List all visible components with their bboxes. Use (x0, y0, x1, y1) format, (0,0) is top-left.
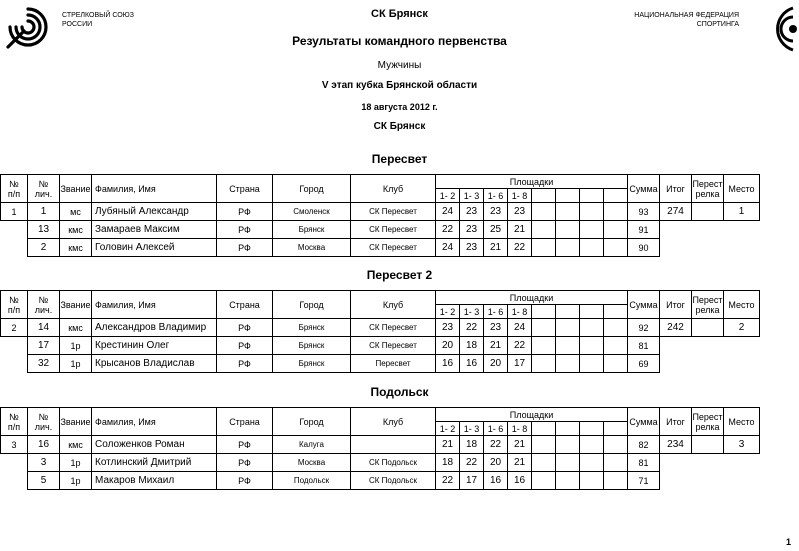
page-subtitle: Результаты командного первенства (292, 34, 507, 48)
site-col-header-empty (556, 189, 580, 203)
site-empty-cell (580, 319, 604, 337)
site-score-cell: 22 (460, 319, 484, 337)
site-empty-cell (556, 203, 580, 221)
col-club-header: Клуб (351, 291, 436, 319)
empty-cell (724, 239, 760, 257)
col-rank-header: Звание (60, 408, 92, 436)
name-cell: Крестинин Олег (92, 337, 217, 355)
empty-cell (724, 454, 760, 472)
org-left-line1: СТРЕЛКОВЫЙ СОЮЗ (62, 12, 134, 19)
sum-cell: 81 (628, 454, 660, 472)
city-cell: Москва (273, 239, 351, 257)
name-cell: Лубяный Александр (92, 203, 217, 221)
site-col-header: 1- 3 (460, 305, 484, 319)
col-sites-header: Площадки (436, 408, 628, 422)
empty-cell (692, 454, 724, 472)
club-cell: СК Пересвет (351, 239, 436, 257)
empty-cell (692, 472, 724, 490)
col-total-header: Итог (660, 408, 692, 436)
site-empty-cell (532, 319, 556, 337)
empty-cell (724, 472, 760, 490)
site-empty-cell (604, 454, 628, 472)
col-club-header: Клуб (351, 408, 436, 436)
city-cell: Брянск (273, 337, 351, 355)
country-cell: РФ (217, 355, 273, 373)
rank-cell: 1р (60, 355, 92, 373)
header-line: лич. (34, 188, 53, 199)
empty-cell (660, 239, 692, 257)
col-club-header: Клуб (351, 175, 436, 203)
club-cell: Пересвет (351, 355, 436, 373)
col-pers-header (28, 175, 60, 203)
site-score-cell: 23 (484, 203, 508, 221)
total-cell: 242 (660, 319, 692, 337)
site-col-header-empty (580, 422, 604, 436)
header-line: лич. (34, 304, 53, 315)
team-num-cell: 2 (1, 319, 28, 337)
site-empty-cell (580, 203, 604, 221)
rank-cell: мс (60, 203, 92, 221)
site-score-cell: 23 (460, 221, 484, 239)
header-line: № (9, 411, 19, 422)
country-cell: РФ (217, 472, 273, 490)
name-cell: Крысанов Владислав (92, 355, 217, 373)
site-score-cell: 17 (460, 472, 484, 490)
name-cell: Головин Алексей (92, 239, 217, 257)
site-score-cell: 22 (436, 472, 460, 490)
pers-num-cell: 5 (28, 472, 60, 490)
header-row (1, 408, 760, 422)
site-col-header: 1- 8 (508, 189, 532, 203)
sum-cell: 93 (628, 203, 660, 221)
country-cell: РФ (217, 436, 273, 454)
site-empty-cell (604, 221, 628, 239)
site-col-header-empty (532, 305, 556, 319)
empty-cell (692, 221, 724, 239)
header-line: Перест (692, 411, 723, 422)
col-num-header (1, 408, 28, 436)
rank-cell: кмс (60, 319, 92, 337)
site-score-cell: 16 (460, 355, 484, 373)
site-empty-cell (556, 355, 580, 373)
table-row (1, 319, 760, 337)
header-row (1, 175, 760, 189)
site-empty-cell (580, 454, 604, 472)
header-line: № (38, 411, 49, 422)
site-col-header-empty (604, 305, 628, 319)
pers-num-cell: 1 (28, 203, 60, 221)
header-line: № (38, 294, 49, 305)
site-score-cell: 18 (436, 454, 460, 472)
sum-cell: 71 (628, 472, 660, 490)
col-transfer-header (692, 175, 724, 203)
col-sites-header: Площадки (436, 291, 628, 305)
site-col-header-empty (604, 189, 628, 203)
sum-cell: 81 (628, 337, 660, 355)
col-name-header: Фамилия, Имя (92, 175, 217, 203)
site-score-cell: 16 (508, 472, 532, 490)
site-empty-cell (604, 203, 628, 221)
site-col-header: 1- 6 (484, 422, 508, 436)
country-cell: РФ (217, 221, 273, 239)
site-score-cell: 21 (436, 436, 460, 454)
sum-cell: 69 (628, 355, 660, 373)
site-col-header: 1- 8 (508, 305, 532, 319)
rank-cell: кмс (60, 436, 92, 454)
org-right-line2: СПОРТИНГА (696, 21, 739, 28)
site-empty-cell (556, 472, 580, 490)
col-pers-header (28, 291, 60, 319)
pers-num-cell: 2 (28, 239, 60, 257)
empty-cell (1, 337, 28, 355)
header-line: лич. (34, 421, 53, 432)
pers-num-cell: 13 (28, 221, 60, 239)
stage-label: V этап кубка Брянской области (321, 80, 478, 91)
header-line: п/п (7, 304, 21, 315)
pers-num-cell: 32 (28, 355, 60, 373)
col-country-header: Страна (217, 175, 273, 203)
site-score-cell: 23 (460, 239, 484, 257)
site-score-cell: 16 (436, 355, 460, 373)
site-empty-cell (604, 319, 628, 337)
col-rank-header: Звание (60, 175, 92, 203)
site-score-cell: 24 (508, 319, 532, 337)
club-cell: СК Подольск (351, 472, 436, 490)
city-cell: Подольск (273, 472, 351, 490)
name-cell: Макаров Михаил (92, 472, 217, 490)
site-col-header: 1- 6 (484, 305, 508, 319)
site-score-cell: 21 (484, 337, 508, 355)
col-city-header: Город (273, 408, 351, 436)
table-row (1, 454, 760, 472)
page-number: 1 (785, 537, 791, 547)
site-empty-cell (532, 203, 556, 221)
rank-cell: кмс (60, 221, 92, 239)
rank-cell: 1р (60, 454, 92, 472)
team-num-cell: 3 (1, 436, 28, 454)
header-line: № (38, 178, 49, 189)
city-cell: Калуга (273, 436, 351, 454)
site-col-header-empty (556, 422, 580, 436)
empty-cell (660, 337, 692, 355)
empty-cell (692, 337, 724, 355)
empty-cell (724, 221, 760, 239)
site-col-header: 1- 2 (436, 189, 460, 203)
country-cell: РФ (217, 239, 273, 257)
rank-cell: 1р (60, 337, 92, 355)
col-num-header (1, 175, 28, 203)
site-empty-cell (532, 337, 556, 355)
site-empty-cell (604, 239, 628, 257)
col-city-header: Город (273, 175, 351, 203)
team-title: Пересвет 2 (366, 268, 433, 282)
header-line: релка (695, 421, 720, 432)
place-cell: 3 (724, 436, 760, 454)
col-pers-header (28, 408, 60, 436)
empty-cell (692, 355, 724, 373)
site-col-header: 1- 2 (436, 305, 460, 319)
site-col-header-empty (580, 189, 604, 203)
team-results-table (0, 407, 760, 490)
name-cell: Соложенков Роман (92, 436, 217, 454)
site-empty-cell (532, 221, 556, 239)
transfer-cell (692, 319, 724, 337)
site-score-cell: 23 (436, 319, 460, 337)
team-num-cell: 1 (1, 203, 28, 221)
site-score-cell: 22 (460, 454, 484, 472)
site-empty-cell (580, 239, 604, 257)
site-score-cell: 22 (436, 221, 460, 239)
site-score-cell: 20 (436, 337, 460, 355)
empty-cell (724, 355, 760, 373)
header-line: п/п (7, 188, 21, 199)
site-empty-cell (604, 436, 628, 454)
site-score-cell: 20 (484, 355, 508, 373)
site-empty-cell (532, 239, 556, 257)
team-title: Подольск (370, 385, 429, 399)
venue-label: СК Брянск (373, 121, 426, 132)
city-cell: Смоленск (273, 203, 351, 221)
site-score-cell: 22 (508, 337, 532, 355)
total-cell: 274 (660, 203, 692, 221)
table-row (1, 203, 760, 221)
empty-cell (692, 239, 724, 257)
place-cell: 2 (724, 319, 760, 337)
empty-cell (1, 454, 28, 472)
team-title: Пересвет (371, 152, 428, 166)
site-empty-cell (556, 221, 580, 239)
site-col-header-empty (556, 305, 580, 319)
empty-cell (1, 355, 28, 373)
col-city-header: Город (273, 291, 351, 319)
club-cell: СК Подольск (351, 454, 436, 472)
site-score-cell: 22 (508, 239, 532, 257)
pers-num-cell: 14 (28, 319, 60, 337)
header-line: релка (695, 188, 720, 199)
col-place-header: Место (724, 408, 760, 436)
site-col-header-empty (532, 422, 556, 436)
site-score-cell: 25 (484, 221, 508, 239)
site-score-cell: 21 (484, 239, 508, 257)
sum-cell: 92 (628, 319, 660, 337)
col-name-header: Фамилия, Имя (92, 408, 217, 436)
name-cell: Александров Владимир (92, 319, 217, 337)
col-place-header: Место (724, 175, 760, 203)
site-score-cell: 16 (484, 472, 508, 490)
gender-label: Мужчины (377, 60, 422, 71)
col-transfer-header (692, 291, 724, 319)
table-row (1, 221, 760, 239)
site-score-cell: 20 (484, 454, 508, 472)
site-col-header: 1- 3 (460, 189, 484, 203)
site-empty-cell (556, 337, 580, 355)
site-col-header: 1- 6 (484, 189, 508, 203)
col-name-header: Фамилия, Имя (92, 291, 217, 319)
site-empty-cell (604, 472, 628, 490)
site-empty-cell (556, 436, 580, 454)
club-cell: СК Пересвет (351, 221, 436, 239)
header-row (1, 291, 760, 305)
site-col-header: 1- 2 (436, 422, 460, 436)
site-col-header-empty (532, 189, 556, 203)
site-score-cell: 17 (508, 355, 532, 373)
site-empty-cell (580, 355, 604, 373)
site-empty-cell (556, 454, 580, 472)
col-sum-header: Сумма (628, 175, 660, 203)
club-cell: СК Пересвет (351, 337, 436, 355)
sum-cell: 91 (628, 221, 660, 239)
site-empty-cell (580, 337, 604, 355)
site-empty-cell (532, 355, 556, 373)
col-country-header: Страна (217, 291, 273, 319)
site-score-cell: 23 (484, 319, 508, 337)
site-score-cell: 21 (508, 221, 532, 239)
club-cell: СК Пересвет (351, 319, 436, 337)
rank-cell: 1р (60, 472, 92, 490)
rank-cell: кмс (60, 239, 92, 257)
empty-cell (660, 221, 692, 239)
org-right-line1: НАЦИОНАЛЬНАЯ ФЕДЕРАЦИЯ (634, 12, 739, 19)
org-left-line2: РОССИИ (62, 21, 93, 28)
pers-num-cell: 17 (28, 337, 60, 355)
site-empty-cell (580, 436, 604, 454)
site-empty-cell (556, 319, 580, 337)
site-score-cell: 23 (508, 203, 532, 221)
col-sum-header: Сумма (628, 291, 660, 319)
table-row (1, 472, 760, 490)
empty-cell (1, 472, 28, 490)
name-cell: Котлинский Дмитрий (92, 454, 217, 472)
empty-cell (1, 221, 28, 239)
empty-cell (724, 337, 760, 355)
header-line: № (9, 178, 19, 189)
club-cell: СК Пересвет (351, 203, 436, 221)
team-results-table (0, 174, 760, 257)
site-empty-cell (556, 239, 580, 257)
site-empty-cell (604, 355, 628, 373)
col-num-header (1, 291, 28, 319)
place-cell: 1 (724, 203, 760, 221)
country-cell: РФ (217, 319, 273, 337)
total-cell: 234 (660, 436, 692, 454)
site-col-header-empty (580, 305, 604, 319)
col-country-header: Страна (217, 408, 273, 436)
table-row (1, 239, 760, 257)
site-empty-cell (532, 436, 556, 454)
country-cell: РФ (217, 454, 273, 472)
empty-cell (660, 355, 692, 373)
col-transfer-header (692, 408, 724, 436)
club-cell (351, 436, 436, 454)
empty-cell (660, 454, 692, 472)
transfer-cell (692, 203, 724, 221)
city-cell: Брянск (273, 355, 351, 373)
header-line: № (9, 294, 19, 305)
col-place-header: Место (724, 291, 760, 319)
site-empty-cell (580, 472, 604, 490)
site-col-header-empty (604, 422, 628, 436)
empty-cell (1, 239, 28, 257)
header-line: Перест (692, 178, 723, 189)
site-score-cell: 21 (508, 436, 532, 454)
name-cell: Замараев Максим (92, 221, 217, 239)
table-row (1, 355, 760, 373)
city-cell: Брянск (273, 221, 351, 239)
page-title: СК Брянск (371, 8, 428, 20)
table-row (1, 337, 760, 355)
date-label: 18 августа 2012 г. (361, 102, 438, 112)
country-cell: РФ (217, 337, 273, 355)
site-empty-cell (604, 337, 628, 355)
pers-num-cell: 3 (28, 454, 60, 472)
col-total-header: Итог (660, 291, 692, 319)
site-score-cell: 22 (484, 436, 508, 454)
site-empty-cell (532, 472, 556, 490)
sum-cell: 90 (628, 239, 660, 257)
col-total-header: Итог (660, 175, 692, 203)
col-sites-header: Площадки (436, 175, 628, 189)
header-line: релка (695, 304, 720, 315)
transfer-cell (692, 436, 724, 454)
site-score-cell: 18 (460, 436, 484, 454)
table-row (1, 436, 760, 454)
site-score-cell: 24 (436, 239, 460, 257)
country-cell: РФ (217, 203, 273, 221)
site-score-cell: 24 (436, 203, 460, 221)
empty-cell (660, 472, 692, 490)
site-score-cell: 18 (460, 337, 484, 355)
col-sum-header: Сумма (628, 408, 660, 436)
header-line: п/п (7, 421, 21, 432)
site-col-header: 1- 8 (508, 422, 532, 436)
site-score-cell: 21 (508, 454, 532, 472)
sum-cell: 82 (628, 436, 660, 454)
team-results-table (0, 290, 760, 373)
pers-num-cell: 16 (28, 436, 60, 454)
city-cell: Брянск (273, 319, 351, 337)
col-rank-header: Звание (60, 291, 92, 319)
site-empty-cell (532, 454, 556, 472)
site-col-header: 1- 3 (460, 422, 484, 436)
city-cell: Москва (273, 454, 351, 472)
site-empty-cell (580, 221, 604, 239)
site-score-cell: 23 (460, 203, 484, 221)
header-line: Перест (692, 294, 723, 305)
